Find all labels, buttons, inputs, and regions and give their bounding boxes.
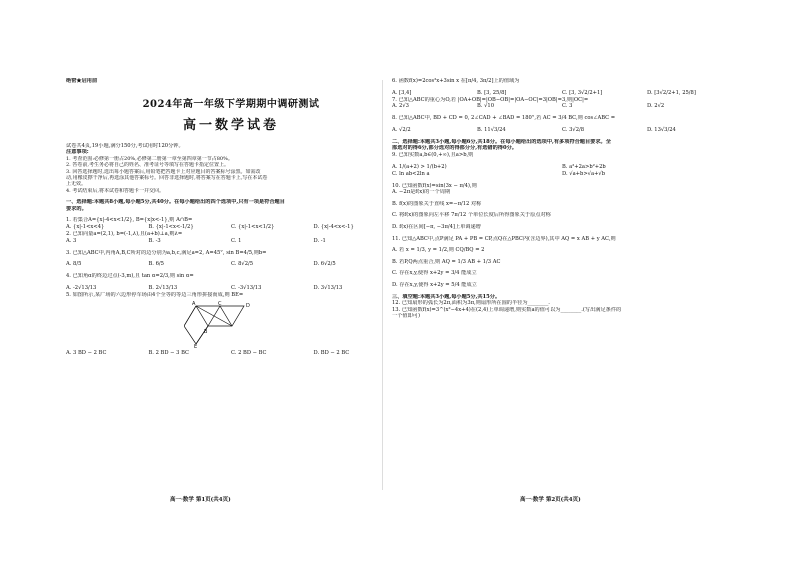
- question-4-options: [66, 285, 396, 292]
- question-11-option-b: B. 若P,Q两点重合,则 AQ = 1/3 AB + 1/3 AC: [392, 258, 501, 265]
- figure-label-b: B: [204, 329, 208, 336]
- question-8-options: [392, 127, 732, 134]
- figure-outline: [184, 306, 244, 344]
- question-3-options: [66, 261, 396, 268]
- option: B. 6/5: [148, 261, 164, 268]
- section-3-heading: 三、填空题:本题共3小题,每小题5分,共15分。: [392, 293, 501, 300]
- option: B. 2 BD − 3 BC: [148, 350, 190, 357]
- option: A. [3,4]: [392, 89, 412, 96]
- question-11-option-a: A. 若 x = 1/3, y = 1/2,则 CQ/BQ = 2: [392, 247, 485, 254]
- option: B. -3: [148, 237, 161, 244]
- hexagon-figure: [184, 300, 256, 348]
- question-13: 13. 已知函数f(x)=3^(x²−4x+4)在(2,4)上单调递增,则实数a的值可以为________.(写出满足条件的: [392, 306, 622, 313]
- secret-label: 绝密★启用前: [66, 78, 98, 84]
- question-3: 3. 已知△ABC中,内角A,B,C所对的边分别为a,b,c,满足a=2, A=45°, sin B=4/5,则b=: [66, 249, 267, 256]
- option: D. 6√2/5: [313, 261, 336, 268]
- question-10: 10. 已知函数f(x)=sin(3x − π/4),则: [392, 182, 477, 189]
- option: B. 11√3/24: [477, 126, 506, 133]
- question-11-option-c: C. 存在x,y,使得 x+2y = 3/4 能成立: [392, 270, 477, 277]
- right-page: [392, 78, 732, 488]
- notes-title: 注意事项:: [66, 149, 89, 156]
- left-page-footer: 高一·数学 第1页(共4页): [170, 497, 231, 503]
- option: D. 2√2: [647, 103, 665, 110]
- option: C. 3: [562, 103, 573, 110]
- section-1-heading: 一、选择题:本题共8小题,每小题5分,共40分。在每小题给出的四个选项中,只有一项是符合题目: [66, 199, 285, 206]
- paper-title: 高一数学试卷: [182, 117, 279, 133]
- option: A. 2√3: [392, 103, 409, 110]
- question-13-cont: 一个值即可): [392, 313, 420, 320]
- figure-edge: [196, 306, 232, 326]
- option: D. -1: [313, 237, 326, 244]
- option: A. 3 BD − 2 BC: [66, 350, 107, 357]
- note-1: 1. 考查范围:必修第一册占20%,必修第二册第一章至第四章第一节占80%。: [66, 155, 233, 162]
- figure-edge: [184, 306, 196, 326]
- option: B. [3, 25/8]: [477, 89, 507, 96]
- note-6: 4. 考试结束后,将本试卷和答题卡一并交回。: [66, 187, 164, 194]
- exam-title: 2024年高一年级下学期期中调研测试: [142, 98, 320, 110]
- option: D. BD − 2 BC: [313, 350, 350, 357]
- option: D. 3√13/13: [313, 284, 343, 291]
- option: C. ln ab<2ln a: [392, 170, 430, 177]
- option: D. 13√3/24: [647, 126, 676, 133]
- question-9-options-row-1: [392, 164, 732, 171]
- option: C. 3√2/8: [562, 126, 585, 133]
- question-5: 5. 如图所示,某广场的六边形停车场由4个全等的等边三角形拼接而成,则 BE=: [66, 291, 244, 298]
- option: D. {x|-4<x<-1}: [313, 224, 354, 230]
- option: C. 2 BD − BC: [231, 350, 267, 357]
- question-10-option-a: A. −2π是f(x)的一个周期: [392, 189, 451, 196]
- option: C. [3, 3√2/2+1]: [562, 89, 603, 96]
- figure-label-d: D: [246, 303, 250, 310]
- right-page-footer: 高一·数学 第2页(共4页): [520, 497, 581, 503]
- question-7: 7. 已知△ABC的重心为O,若 |OA+OB|=|OB−OB|=|OA−OC|=3|OB|=3,则|OC|=: [392, 96, 589, 103]
- question-12: 12. 已知扇形的弧长为2π,面积为3π,则扇形所在圆的半径为________.: [392, 300, 550, 307]
- question-4: 4. 已知角α的终边过点(-3,m),且 tan α=2/3,则 sin α=: [66, 273, 194, 280]
- option: A. 8/5: [66, 261, 82, 268]
- option: A. {x|-1<x<4}: [66, 224, 105, 230]
- question-11-option-d: D. 存在x,y,使得 x+2y = 5/4 能成立: [392, 281, 477, 288]
- question-10-option-d: D. f(x)在区间[−π, −3π/4]上单调递增: [392, 223, 481, 230]
- question-9: 9. 已知实数a,b∈(0,+∞),且a>b,则: [392, 151, 474, 158]
- option: B. √10: [477, 103, 495, 110]
- option: A. √2/2: [392, 126, 411, 133]
- figure-label-a: A: [192, 301, 196, 308]
- intro-text: 试卷共4页,19小题,满分150分,考试用时120分钟。: [66, 142, 184, 149]
- question-5-options: [66, 350, 396, 357]
- left-page: [66, 78, 396, 488]
- option: C. 1: [231, 237, 242, 244]
- note-5: 上无效。: [66, 181, 87, 188]
- option: C. 8√2/5: [231, 261, 254, 268]
- option: D. [3√2/2+1, 25/8]: [647, 89, 696, 96]
- question-10-option-b: B. f(x)的图象关于直线 x=−π/12 对称: [392, 200, 482, 207]
- section-2-heading-cont: 部选对的得6分,部分选对的得部分分,有选错的得0分。: [392, 145, 517, 152]
- option: B. 2√13/13: [148, 284, 178, 291]
- option: D. √a+b>√a+√b: [562, 170, 606, 177]
- section-2-heading: 二、选择题:本题共3小题,每小题6分,共18分。在每小题给出的选项中,有多项符合题目要求。全: [392, 138, 611, 145]
- question-9-options-row-2: [392, 171, 732, 178]
- option: A. 3: [66, 237, 77, 244]
- question-2: 2. 已知向量a=(2,1), b=(-1,λ),且(a+b)⊥a,则λ=: [66, 231, 183, 237]
- option: B. {x|-1<x<-1/2}: [148, 224, 194, 230]
- question-7-options: [392, 103, 732, 110]
- note-2: 2. 答卷前,考生务必将自己的姓名、准考证号等填写在答题卡指定位置上。: [66, 162, 229, 169]
- section-1-heading-cont: 要求的。: [66, 205, 87, 212]
- note-4: 动,用橡皮擦干净后,再选涂其他答案标号。回答非选择题时,将答案写在答题卡上,写在本试卷: [66, 175, 268, 181]
- question-1: 1. 若集合A={x|-4<x<1/2}, B={x|x<-1},则 A∩B=: [66, 217, 193, 224]
- question-1-options: [66, 224, 396, 231]
- option: C. -3√13/13: [231, 284, 262, 291]
- question-10-option-c: C. 将f(x)的图象向左平移 7π/12 个单位长度后所得图象关于原点对称: [392, 212, 551, 219]
- question-8: 8. 已知△ABC中, BD + CD = 0, 2∠CAD + ∠BAD = 180°,若 AC = 3/4 BC,则 cos∠ABC =: [392, 115, 616, 122]
- question-2-options: [66, 238, 396, 245]
- question-11: 11. 已知△ABC中,点P满足 PA + PB = CP,点Q在△PBC内(含边界),其中 AQ = x AB + y AC,则: [392, 235, 616, 242]
- note-3: 3. 回答选择题时,选出每小题答案后,用铅笔把答题卡上对应题目的答案标号涂黑。如需改: [66, 168, 261, 175]
- figure-label-e: E: [194, 344, 198, 349]
- option: A. -2√13/13: [66, 284, 97, 291]
- option: A. 1/(a+2) > 1/(b+2): [392, 163, 447, 170]
- option: B. a²+2a>b²+2b: [562, 163, 606, 170]
- question-6-options: [392, 90, 732, 97]
- figure-label-c: C: [218, 301, 222, 308]
- option: C. {x|-1<x<1/2}: [231, 224, 275, 230]
- question-6: 6. 函数f(x)=2cos²x+3sin x 在[π/4, 3π/2]上的值域为: [392, 78, 520, 84]
